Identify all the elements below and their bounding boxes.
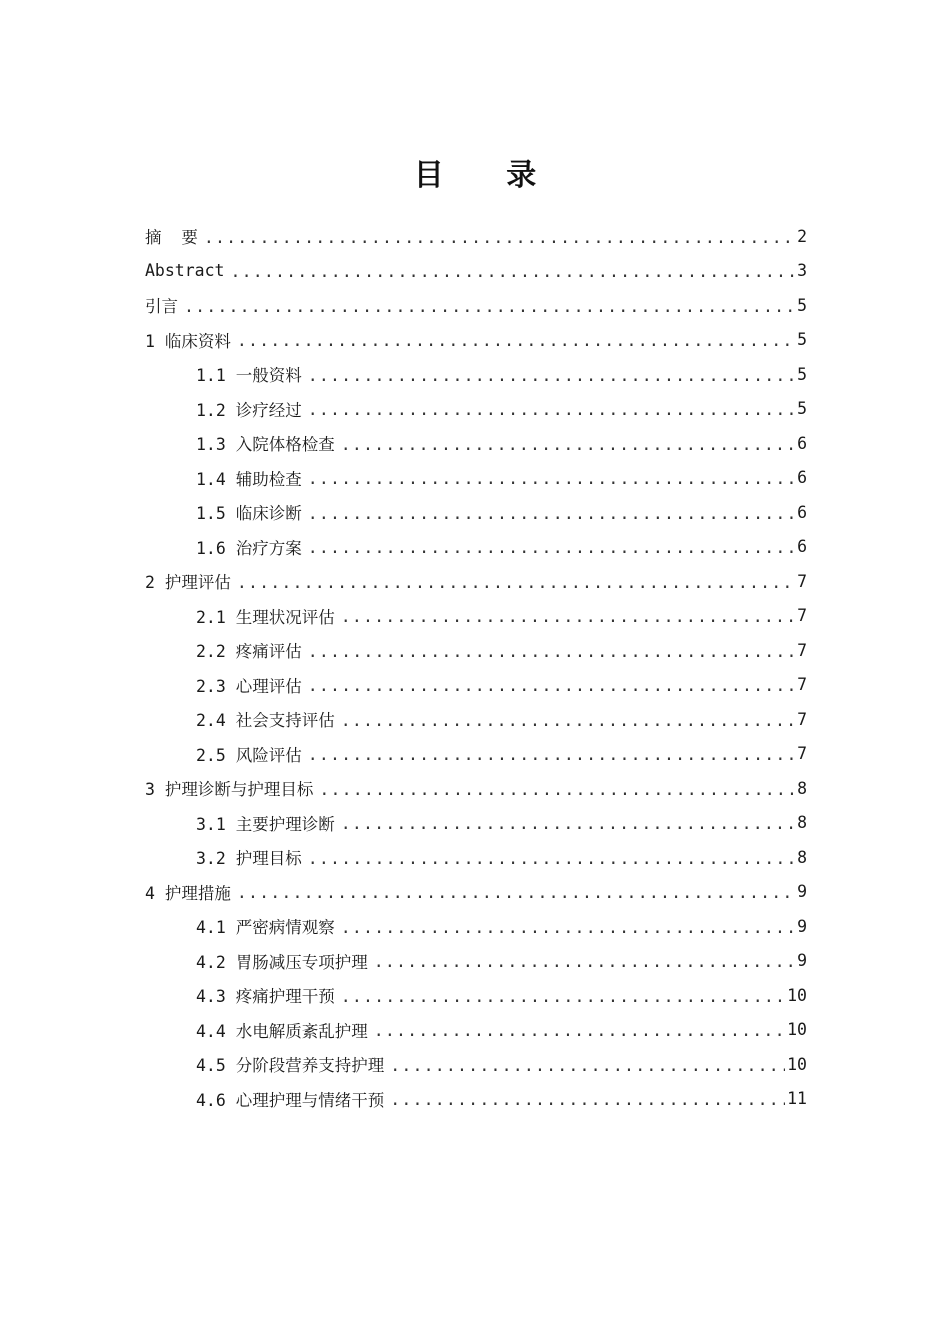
toc-leader-dots (308, 849, 795, 868)
toc-leader-dots (341, 607, 795, 626)
toc-entry-page-number: 9 (797, 882, 807, 902)
toc-entry[interactable] (145, 909, 807, 944)
toc-entry[interactable] (145, 668, 807, 703)
toc-entry-label: 3.2 护理目标 (196, 849, 302, 869)
toc-leader-dots (237, 331, 795, 350)
toc-leader-dots (308, 469, 795, 488)
toc-leader-dots (230, 262, 795, 281)
toc-entry-page-number: 6 (797, 433, 807, 453)
toc-entry-label: 2.5 风险评估 (196, 745, 302, 765)
toc-entry-page-number: 7 (797, 744, 807, 764)
toc-entry[interactable] (145, 564, 807, 599)
toc-entry-label: 4 护理措施 (145, 883, 231, 903)
toc-entry-label: 4.4 水电解质紊乱护理 (196, 1021, 368, 1041)
toc-entry[interactable] (145, 530, 807, 565)
toc-entry-label: 4.1 严密病情观察 (196, 918, 335, 938)
toc-entry-label: 3.1 主要护理诊断 (196, 814, 335, 834)
toc-entry-page-number: 6 (797, 502, 807, 522)
toc-entry[interactable] (145, 461, 807, 496)
toc-entry[interactable] (145, 288, 807, 323)
toc-entry[interactable] (145, 323, 807, 358)
toc-entry-page-number: 3 (797, 261, 807, 281)
toc-entry[interactable] (145, 599, 807, 634)
page-title: 目 录 (413, 158, 563, 193)
toc-entry-label: 2.1 生理状况评估 (196, 607, 335, 627)
toc-leader-dots (237, 573, 795, 592)
toc-entry-page-number: 7 (797, 675, 807, 695)
toc-entry-label: 4.2 胃肠减压专项护理 (196, 952, 368, 972)
toc-entry-page-number: 11 (787, 1089, 807, 1109)
toc-entry-label: 1.1 一般资料 (196, 366, 302, 386)
toc-entry-label: 1.3 入院体格检查 (196, 435, 335, 455)
toc-entry[interactable] (145, 633, 807, 668)
toc-leader-dots (390, 1090, 785, 1109)
toc-entry-label: Abstract (145, 261, 225, 281)
toc-entry-page-number: 8 (797, 778, 807, 798)
toc-entry-label: 摘 要 (145, 228, 198, 248)
toc-entry-label: 2.3 心理评估 (196, 676, 302, 696)
toc-leader-dots (341, 918, 795, 937)
toc-leader-dots (319, 780, 795, 799)
toc-entry[interactable] (145, 702, 807, 737)
toc-entry-page-number: 7 (797, 709, 807, 729)
toc-leader-dots (374, 1021, 785, 1040)
toc-leader-dots (341, 435, 795, 454)
toc-entry-label: 4.6 心理护理与情绪干预 (196, 1090, 385, 1110)
toc-entry-page-number: 10 (787, 1020, 807, 1040)
toc-entry-page-number: 5 (797, 295, 807, 315)
toc-leader-dots (308, 745, 795, 764)
toc-entry[interactable] (145, 357, 807, 392)
toc-entry[interactable] (145, 875, 807, 910)
toc-entry-page-number: 7 (797, 640, 807, 660)
toc-leader-dots (374, 952, 795, 971)
toc-entry[interactable] (145, 426, 807, 461)
toc-entry-page-number: 8 (797, 813, 807, 833)
toc-leader-dots (390, 1056, 785, 1075)
toc-entry-page-number: 5 (797, 330, 807, 350)
toc-leader-dots (308, 400, 795, 419)
toc-leader-dots (184, 297, 795, 316)
toc-entry-page-number: 7 (797, 606, 807, 626)
toc-entry-label: 4.5 分阶段营养支持护理 (196, 1056, 385, 1076)
toc-entry[interactable] (145, 978, 807, 1013)
toc-entry-label: 1.6 治疗方案 (196, 538, 302, 558)
toc-entry-page-number: 10 (787, 1054, 807, 1074)
toc-entry-page-number: 5 (797, 364, 807, 384)
toc-entry-page-number: 10 (787, 985, 807, 1005)
toc-entry-page-number: 5 (797, 399, 807, 419)
toc-entry[interactable] (145, 495, 807, 530)
toc-entry[interactable] (145, 1047, 807, 1082)
toc-leader-dots (237, 883, 795, 902)
toc-entry[interactable] (145, 840, 807, 875)
toc-entry[interactable] (145, 254, 807, 289)
toc-entry[interactable] (145, 1082, 807, 1117)
toc-leader-dots (308, 538, 795, 557)
toc-entry[interactable] (145, 737, 807, 772)
toc-leader-dots (341, 987, 785, 1006)
toc-entry-label: 1.5 临床诊断 (196, 504, 302, 524)
toc-entry[interactable] (145, 392, 807, 427)
toc-entry-page-number: 9 (797, 951, 807, 971)
toc-entry[interactable] (145, 806, 807, 841)
toc-leader-dots (308, 676, 795, 695)
toc-entry-label: 1.2 诊疗经过 (196, 400, 302, 420)
toc-entry[interactable] (145, 1013, 807, 1048)
toc-entry-page-number: 2 (797, 226, 807, 246)
toc-entry-label: 2.2 疼痛评估 (196, 642, 302, 662)
toc-entry-label: 2.4 社会支持评估 (196, 711, 335, 731)
toc-leader-dots (204, 228, 795, 247)
toc-entry-label: 4.3 疼痛护理干预 (196, 987, 335, 1007)
toc-entry-label: 1.4 辅助检查 (196, 469, 302, 489)
toc-entry-label: 1 临床资料 (145, 331, 231, 351)
toc-entry[interactable] (145, 771, 807, 806)
toc-entry-page-number: 8 (797, 847, 807, 867)
toc-entry-page-number: 7 (797, 571, 807, 591)
toc-leader-dots (308, 504, 795, 523)
toc-leader-dots (308, 642, 795, 661)
toc-entry[interactable] (145, 944, 807, 979)
toc-entry-label: 3 护理诊断与护理目标 (145, 780, 314, 800)
toc-entry-label: 引言 (145, 297, 178, 317)
toc-entry-label: 2 护理评估 (145, 573, 231, 593)
toc-entry-page-number: 9 (797, 916, 807, 936)
toc-leader-dots (341, 814, 795, 833)
toc-entry-page-number: 6 (797, 468, 807, 488)
toc-leader-dots (308, 366, 795, 385)
toc-leader-dots (341, 711, 795, 730)
toc-entry-page-number: 6 (797, 537, 807, 557)
toc-entry[interactable] (145, 219, 807, 254)
table-of-contents (145, 219, 807, 1116)
